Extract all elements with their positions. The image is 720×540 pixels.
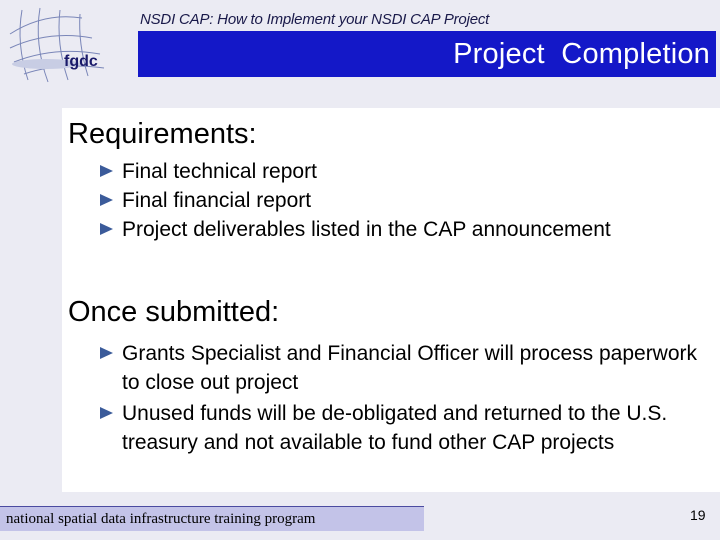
section-heading-once-submitted: Once submitted:: [68, 296, 280, 328]
triangle-arrow-icon: [100, 194, 113, 206]
triangle-arrow-icon: [100, 407, 113, 419]
triangle-arrow-icon: [100, 223, 113, 235]
presentation-title: NSDI CAP: How to Implement your NSDI CAP Project: [140, 11, 490, 28]
triangle-arrow-icon: [100, 165, 113, 177]
section-heading-requirements: Requirements:: [68, 118, 257, 150]
footer-banner: [0, 506, 424, 531]
list-item: [98, 399, 702, 457]
globe-grid-icon: [4, 4, 124, 84]
footer-program-name: national spatial data infrastructure training program: [6, 511, 316, 527]
list-item: [98, 339, 702, 397]
list-item: [98, 186, 712, 215]
slide-title: Project Completion: [453, 38, 710, 70]
page-number: 19: [690, 507, 706, 523]
list-item-text: Final technical report: [122, 160, 317, 183]
requirements-list: [98, 157, 712, 244]
list-item-text: Grants Specialist and Financial Officer will process paperwork to close out project: [122, 342, 698, 394]
list-item: [98, 157, 712, 186]
triangle-arrow-icon: [100, 347, 113, 359]
fgdc-logo: [4, 4, 124, 84]
list-item: [98, 215, 712, 244]
once-submitted-list: [98, 339, 702, 459]
svg-text:fgdc: fgdc: [64, 53, 98, 70]
list-item-text: Unused funds will be de-obligated and returned to the U.S. treasury and not available to fund other CAP projects: [122, 402, 668, 454]
list-item-text: Final financial report: [122, 189, 312, 212]
title-bar: [138, 31, 716, 77]
list-item-text: Project deliverables listed in the CAP announcement: [122, 218, 611, 241]
